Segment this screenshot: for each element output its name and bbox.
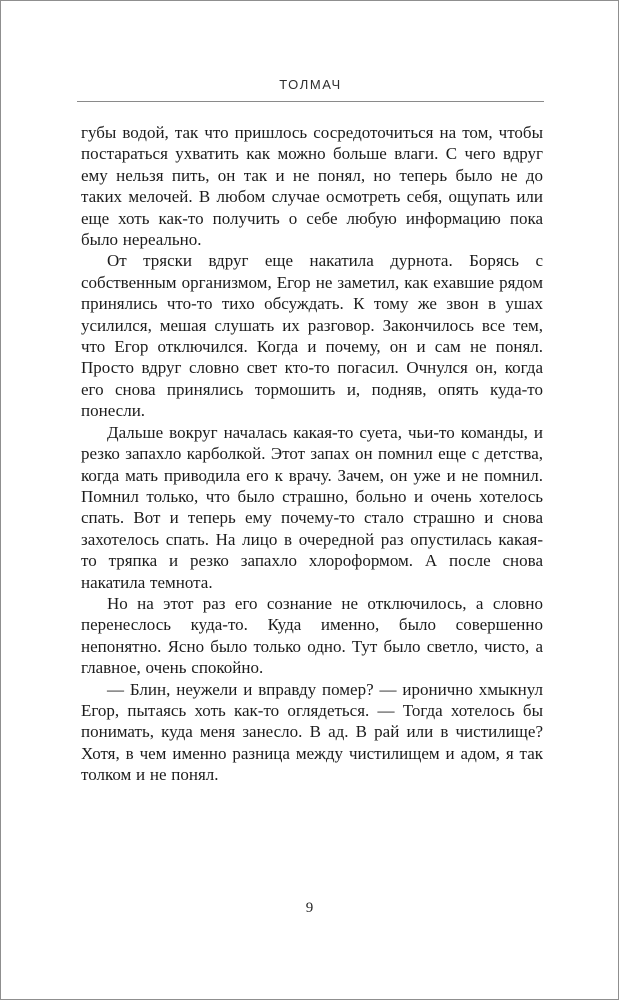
running-title: ТОЛМАЧ (279, 77, 342, 92)
paragraph: Дальше вокруг началась какая-то суета, чьи-то команды, и резко запахло карболкой. Этот запах он помнил еще с детства, когда мать приводила его к врачу. Зачем, он уже и не помнил. Помнил только, что было страшно, больно и очень хотелось спать. Вот и теперь ему почему-то стало страшно и снова захотелось спать. На лицо в очередной раз опустилась какая-то тряпка и резко запахло хлороформом. А после снова накатила темнота. (81, 422, 543, 592)
page-header (77, 77, 544, 102)
paragraph: Но на этот раз его сознание не отключилось, а словно перенеслось куда-то. Куда именно, было совершенно непонятно. Ясно было только одно. Тут было светло, чисто, а главное, очень спокойно. (81, 593, 543, 678)
header-rule (77, 101, 544, 102)
body-text (81, 122, 543, 786)
paragraph: От тряски вдруг еще накатила дурнота. Борясь с собственным организмом, Егор не заметил, как ехавшие рядом принялись что-то тихо обсуждать. К тому же звон в ушах усилился, мешая слушать их разговор. Закончилось все тем, что Егор отключился. Когда и почему, он и сам не понял. Просто вдруг словно свет кто-то погасил. Очнулся он, когда его снова принялись тормошить и, подняв, опять куда-то понесли. (81, 251, 543, 421)
paragraph: губы водой, так что пришлось сосредоточиться на том, чтобы постараться ухватить как можно больше влаги. С чего вдруг ему нельзя пить, он так и не понял, но теперь было не до таких мелочей. В любом случае осмотреть себя, ощупать или еще хоть как-то получить о себе любую информацию пока было нереально. (81, 123, 543, 250)
page-number: 9 (305, 900, 314, 916)
page-footer (1, 900, 618, 917)
paragraph: — Блин, неужели и вправду помер? — иронично хмыкнул Егор, пытаясь хоть как-то оглядеться. — Тогда хотелось бы понимать, куда меня занесло. В ад. В рай или в чистилище? Хотя, в чем именно разница между чистилищем и адом, я так толком и не понял. (81, 679, 543, 785)
